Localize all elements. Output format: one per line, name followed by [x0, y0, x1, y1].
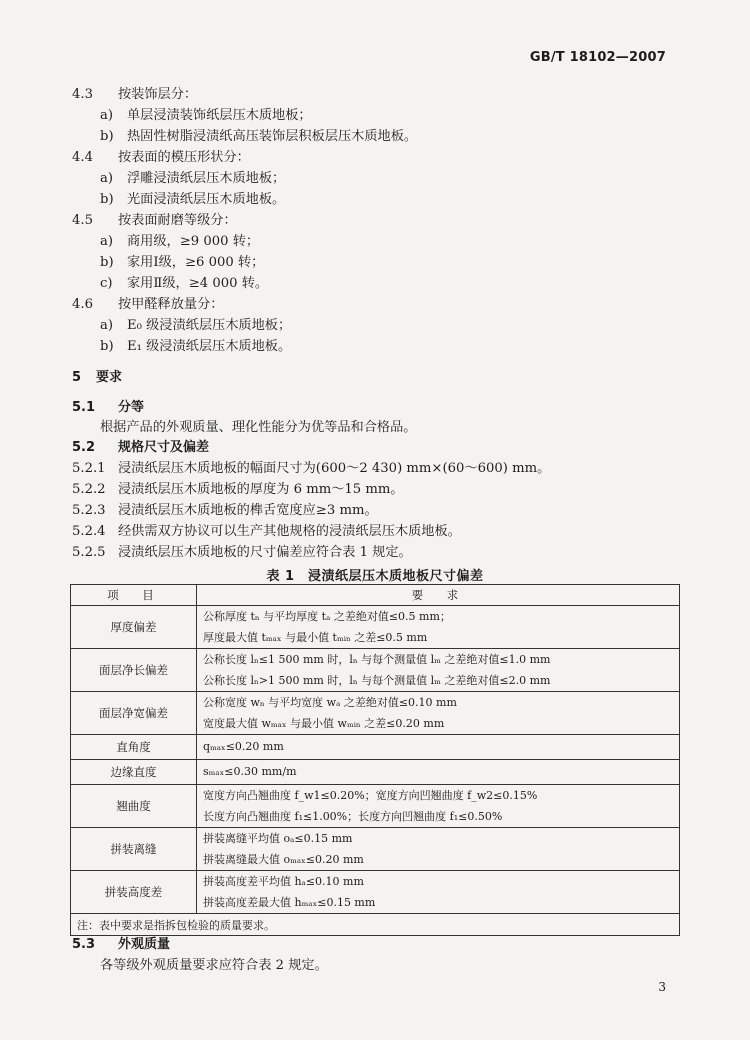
section-number: 4.4: [72, 150, 93, 165]
paragraph: 各等级外观质量要求应符合表 2 规定。: [100, 958, 328, 973]
table-row: 拼装离缝 拼装离缝平均值 oₐ≤0.15 mm 拼装离缝最大值 oₘₐₓ≤0.20 mm: [71, 828, 680, 871]
standard-code: GB/T 18102—2007: [529, 50, 666, 65]
page-number: 3: [658, 980, 666, 994]
table-row: 面层净长偏差 公称长度 lₙ≤1 500 mm 时，lₙ 与每个测量值 lₘ 之差绝对值≤1.0 mm 公称长度 lₙ>1 500 mm 时，lₙ 与每个测量值 lₘ 之差绝对值≤2.0 mm: [71, 649, 680, 692]
list-item: a) E₀ 级浸渍纸层压木质地板；: [100, 318, 292, 333]
list-item: a) 商用级，≥9 000 转；: [100, 234, 260, 249]
section-number: 4.5: [72, 213, 93, 228]
table-row: 翘曲度 宽度方向凸翘曲度 f_w1≤0.20%；宽度方向凹翘曲度 f_w2≤0.15% 长度方向凸翘曲度 f₁≤1.00%；长度方向凹翘曲度 f₁≤0.50%: [71, 785, 680, 828]
chapter-title: 要求: [96, 370, 123, 385]
table-header-row: [71, 585, 680, 606]
list-item: a) 浮雕浸渍纸层压木质地板；: [100, 171, 286, 186]
section-5-2-heading: 5.2 规格尺寸及偏差: [72, 440, 210, 455]
table-row: 直角度 qₘₐₓ≤0.20 mm: [71, 735, 680, 760]
table-row: 面层净宽偏差 公称宽度 wₙ 与平均宽度 wₐ 之差绝对值≤0.10 mm 宽度最大值 wₘₐₓ 与最小值 wₘᵢₙ 之差≤0.20 mm: [71, 692, 680, 735]
clause-5-2-1: 5.2.1 浸渍纸层压木质地板的幅面尺寸为(600～2 430) mm×(60～600) mm。: [72, 461, 551, 476]
section-5-3-heading: 5.3 外观质量: [72, 937, 171, 952]
chapter-number: 5: [72, 370, 82, 385]
section-number: 4.3: [72, 87, 93, 102]
clause-5-2-3: 5.2.3 浸渍纸层压木质地板的榫舌宽度应≥3 mm。: [72, 503, 378, 518]
table-row: 拼装高度差 拼装高度差平均值 hₐ≤0.10 mm 拼装高度差最大值 hₘₐₓ≤0.15 mm: [71, 871, 680, 914]
section-title: 按表面耐磨等级分：: [118, 213, 237, 228]
list-item: b) 光面浸渍纸层压木质地板。: [100, 192, 286, 207]
section-4-4-heading: [72, 149, 250, 167]
clause-5-2-5: 5.2.5 浸渍纸层压木质地板的尺寸偏差应符合表 1 规定。: [72, 545, 412, 560]
list-item: b) E₁ 级浸渍纸层压木质地板。: [100, 339, 292, 354]
header-item: 项 目: [71, 585, 197, 606]
list-item: b) 家用Ⅰ级，≥6 000 转；: [100, 255, 265, 270]
section-title: 按表面的模压形状分：: [118, 150, 250, 165]
header-requirement: 要 求: [197, 585, 680, 606]
table-note: 注：表中要求是指拆包检验的质量要求。: [71, 914, 680, 936]
clause-5-2-2: 5.2.2 浸渍纸层压木质地板的厚度为 6 mm～15 mm。: [72, 482, 404, 497]
chapter-5-heading: [72, 369, 122, 387]
section-4-3-heading: [72, 86, 197, 104]
section-number: 4.6: [72, 297, 93, 312]
list-item: c) 家用Ⅱ级，≥4 000 转。: [100, 276, 269, 291]
paragraph: 根据产品的外观质量、理化性能分为优等品和合格品。: [100, 420, 417, 435]
dimension-deviation-table: [70, 584, 680, 936]
section-title: 按甲醛释放量分：: [118, 297, 224, 312]
table-note-row: [71, 914, 680, 936]
list-item: a) 单层浸渍装饰纸层压木质地板；: [100, 108, 312, 123]
section-5-1-heading: 5.1 分等: [72, 400, 145, 415]
section-4-5-heading: [72, 212, 237, 230]
section-4-6-heading: [72, 296, 224, 314]
section-title: 按装饰层分：: [118, 87, 198, 102]
table-row: 边缘直度 sₘₐₓ≤0.30 mm/m: [71, 760, 680, 785]
list-item: b) 热固性树脂浸渍纸高压装饰层积板层压木质地板。: [100, 129, 418, 144]
table-row: 厚度偏差 公称厚度 tₙ 与平均厚度 tₐ 之差绝对值≤0.5 mm； 厚度最大值 tₘₐₓ 与最小值 tₘᵢₙ 之差≤0.5 mm: [71, 606, 680, 649]
clause-5-2-4: 5.2.4 经供需双方协议可以生产其他规格的浸渍纸层压木质地板。: [72, 524, 461, 539]
table-caption: 表 1 浸渍纸层压木质地板尺寸偏差: [266, 569, 484, 584]
